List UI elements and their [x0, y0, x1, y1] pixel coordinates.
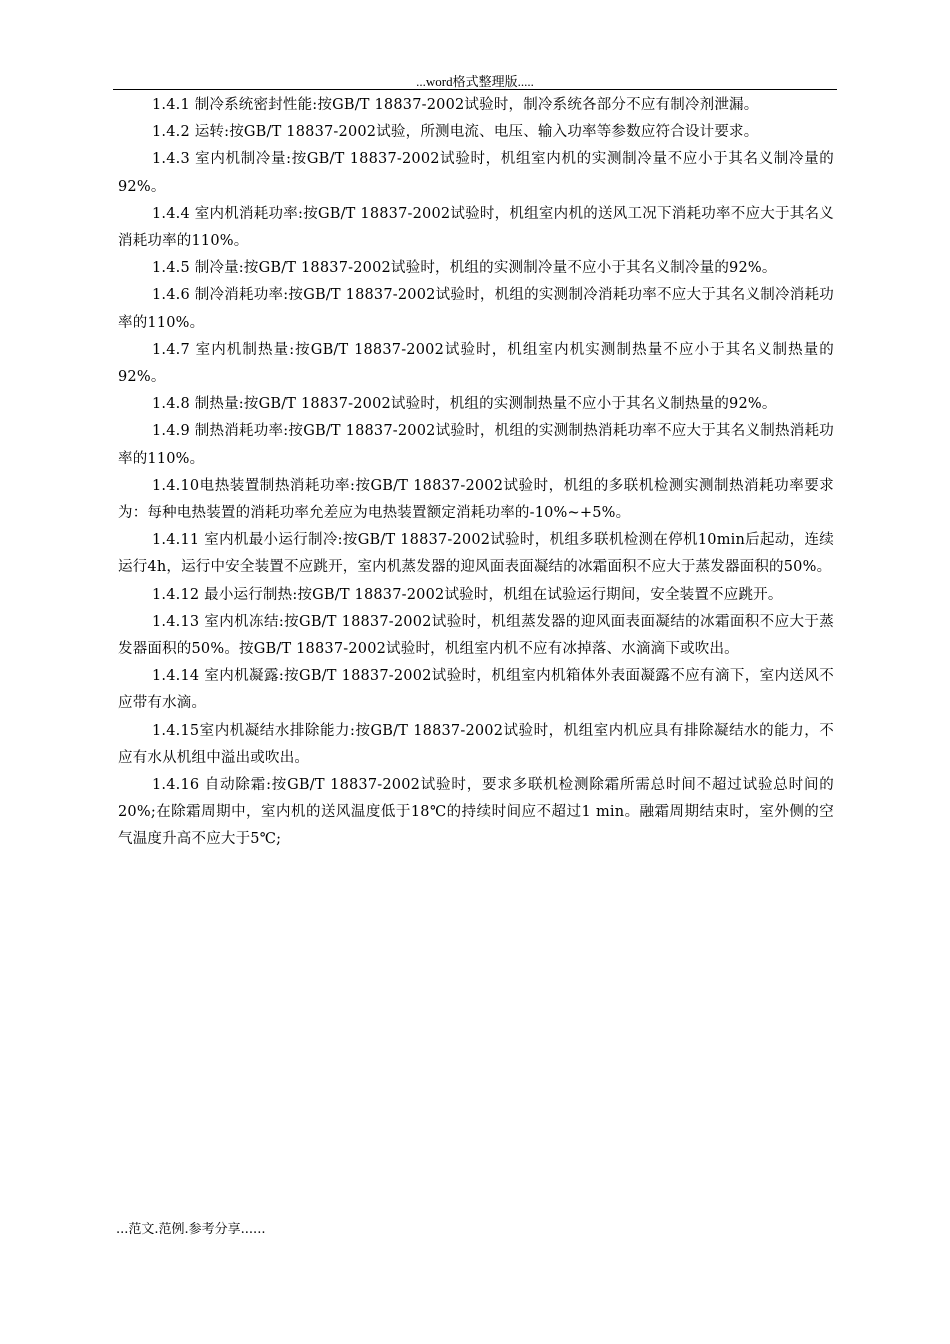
clause-1-4-8: 1.4.8 制热量:按GB/T 18837-2002试验时，机组的实测制热量不应小于其名义制热量的92%。 — [152, 396, 777, 413]
clause-1-4-10: 1.4.10电热装置制热消耗功率:按GB/T 18837-2002试验时，机组的多联机检测实测制热消耗功率要求为：每种电热装置的消耗功率允差应为电热装置额定消耗功率的-10%~+5%。 — [118, 477, 834, 522]
clause-1-4-1: 1.4.1 制冷系统密封性能:按GB/T 18837-2002试验时，制冷系统各部分不应有制冷剂泄漏。 — [152, 97, 759, 113]
page-footer: ...范文.范例.参考分享...... — [116, 1222, 266, 1237]
clause-1-4-3: 1.4.3 室内机制冷量:按GB/T 18837-2002试验时，机组室内机的实测制冷量不应小于其名义制冷量的92%。 — [118, 151, 834, 195]
clause-1-4-6: 1.4.6 制冷消耗功率:按GB/T 18837-2002试验时，机组的实测制冷消耗功率不应大于其名义制冷消耗功率的110%。 — [118, 287, 834, 331]
clause-1-4-12: 1.4.12 最小运行制热:按GB/T 18837-2002试验时，机组在试验运行期间，安全装置不应跳开。 — [152, 586, 783, 603]
clause-1-4-4: 1.4.4 室内机消耗功率:按GB/T 18837-2002试验时，机组室内机的送风工况下消耗功率不应大于其名义消耗功率的110%。 — [118, 205, 834, 250]
clause-1-4-16: 1.4.16 自动除霜:按GB/T 18837-2002试验时，要求多联机检测除霜所需总时间不超过试验总时间的20%;在除霜周期中，室内机的送风温度低于18℃的持续时间应不超过1 min。融霜周期结束时，室外侧的空气温度升高不应大于5℃; — [118, 777, 834, 848]
clause-1-4-5: 1.4.5 制冷量:按GB/T 18837-2002试验时，机组的实测制冷量不应小于其名义制冷量的92%。 — [152, 260, 777, 277]
clause-1-4-2: 1.4.2 运转:按GB/T 18837-2002试验，所测电流、电压、输入功率等参数应符合设计要求。 — [152, 124, 759, 141]
clause-1-4-7: 1.4.7 室内机制热量:按GB/T 18837-2002试验时，机组室内机实测制热量不应小于其名义制热量的92%。 — [118, 341, 834, 386]
clause-1-4-13: 1.4.13 室内机冻结:按GB/T 18837-2002试验时，机组蒸发器的迎风面表面凝结的冰霜面积不应大于蒸发器面积的50%。按GB/T 18837-2002试验时，机组室内机不应有冰掉落、水滴滴下或吹出。 — [118, 613, 834, 658]
clause-1-4-11: 1.4.11 室内机最小运行制冷:按GB/T 18837-2002试验时，机组多联机检测在停机10min后起动，连续运行4h，运行中安全装置不应跳开，室内机蒸发器的迎风面表面凝结的冰霜面积不应大于蒸发器面积的50%。 — [118, 532, 834, 576]
clause-1-4-15: 1.4.15室内机凝结水排除能力:按GB/T 18837-2002试验时，机组室内机应具有排除凝结水的能力，不应有水从机组中溢出或吹出。 — [118, 722, 834, 766]
page-header: ...word格式整理版..... — [416, 74, 534, 89]
document-body — [118, 92, 834, 854]
clause-1-4-9: 1.4.9 制热消耗功率:按GB/T 18837-2002试验时，机组的实测制热消耗功率不应大于其名义制热消耗功率的110%。 — [118, 423, 834, 467]
clause-1-4-14: 1.4.14 室内机凝露:按GB/T 18837-2002试验时，机组室内机箱体外表面凝露不应有滴下，室内送风不应带有水滴。 — [118, 668, 834, 712]
header-divider — [113, 89, 837, 90]
